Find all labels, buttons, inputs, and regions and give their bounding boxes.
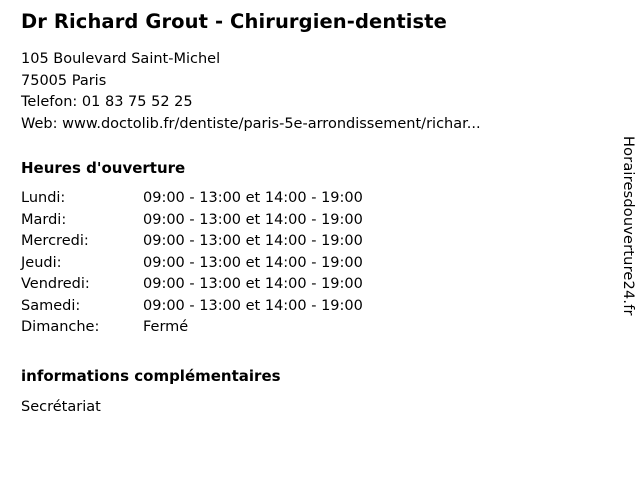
table-row	[21, 317, 363, 339]
day-label: Dimanche:	[21, 319, 100, 336]
day-hours: 09:00 - 13:00 et 14:00 - 19:00	[143, 233, 363, 250]
address-street: 105 Boulevard Saint-Michel	[21, 51, 221, 68]
address-city: 75005 Paris	[21, 72, 107, 89]
day-hours: 09:00 - 13:00 et 14:00 - 19:00	[143, 254, 363, 271]
day-label: Mercredi:	[21, 233, 89, 250]
day-hours: 09:00 - 13:00 et 14:00 - 19:00	[143, 190, 363, 207]
business-info-block	[21, 10, 591, 418]
opening-hours-table	[21, 188, 363, 339]
phone-line: Telefon: 01 83 75 52 25	[21, 94, 193, 111]
day-label: Jeudi:	[21, 254, 62, 271]
table-row	[21, 231, 363, 253]
day-label: Lundi:	[21, 190, 66, 207]
table-row	[21, 274, 363, 296]
day-label: Vendredi:	[21, 276, 90, 293]
day-label: Samedi:	[21, 297, 81, 314]
day-hours: 09:00 - 13:00 et 14:00 - 19:00	[143, 297, 363, 314]
table-row	[21, 188, 363, 210]
day-label: Mardi:	[21, 211, 67, 228]
day-hours: Fermé	[143, 319, 189, 336]
additional-info-text: Secrétariat	[21, 398, 101, 415]
table-row	[21, 296, 363, 318]
table-row	[21, 253, 363, 275]
day-hours: 09:00 - 13:00 et 14:00 - 19:00	[143, 276, 363, 293]
day-hours: 09:00 - 13:00 et 14:00 - 19:00	[143, 211, 363, 228]
table-row	[21, 210, 363, 232]
page-title: Dr Richard Grout - Chirurgien-dentiste	[21, 10, 448, 33]
additional-info-heading: informations complémentaires	[21, 366, 281, 385]
watermark-brand: Horairesdouverture24.fr	[620, 136, 636, 316]
website-line: Web: www.doctolib.fr/dentiste/paris-5e-arrondissement/richar...	[21, 115, 481, 132]
opening-hours-heading: Heures d'ouverture	[21, 159, 186, 178]
